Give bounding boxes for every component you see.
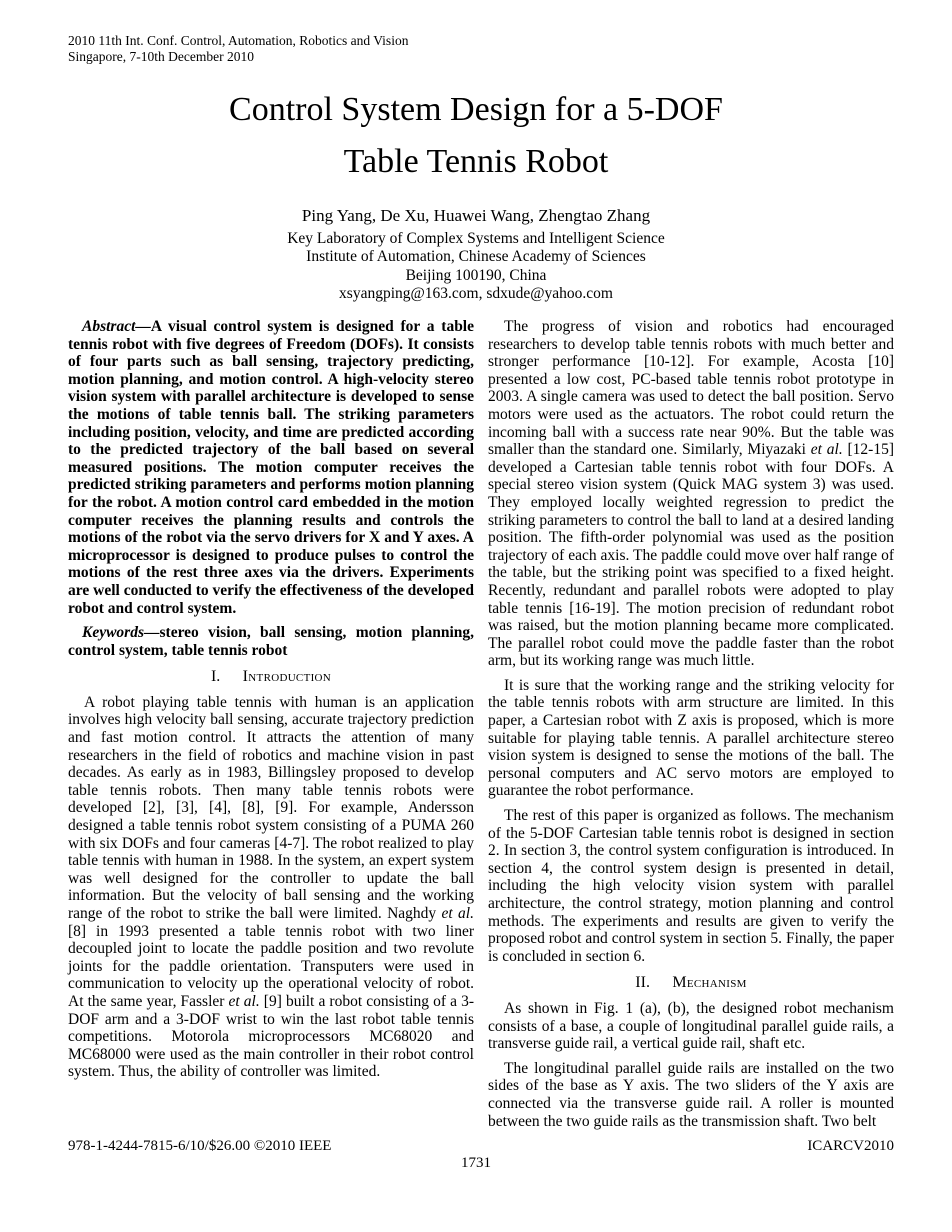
- author-names: Ping Yang, De Xu, Huawei Wang, Zhengtao Zhang: [301, 206, 651, 225]
- proposal-paragraph: It is sure that the working range and the striking velocity for the table tennis robots with arm structure are limited. In this paper, a Cartesian robot with Z axis is proposed, which is more suitable for playing table tennis. A parallel architecture stereo vision system is designed to sense the motions of the ball. The personal computers and AC servo motors are employed to guarantee the robot performance.: [488, 676, 894, 800]
- section-heading-introduction: [68, 668, 474, 686]
- left-column: [68, 318, 474, 1137]
- two-column-body: [68, 318, 894, 1137]
- copyright-notice: 978-1-4244-7815-6/10/$26.00 ©2010 IEEE: [68, 1138, 332, 1154]
- conference-acronym: ICARCV2010: [807, 1138, 894, 1154]
- related-work-paragraph: The progress of vision and robotics had encouraged researchers to develop table tennis robots with much better and stronger performance [10-12]. For example, Acosta [10] presented a low cost, PC-based table tennis robot prototype in 2003. A single camera was used to detect the ball position. Servo motors were used as the actuators. The robot could return the incoming ball with a success rate near 90%. But the table was smaller than the standard one. Similarly, Miyazaki et al. [12-15] developed a Cartesian table tennis robot with four DOFs. A special stereo vision system (Quick MAG system 3) was used. They employed locally weighted regression to predict the striking parameters to control the ball to land at a desired landing position. The fifth-order polynomial was used as the position trajectory of each axis. The paddle could move over half range of the table, but the striking point was specified to a fixed height. Recently, redundant and parallel robots were adopted to play table tennis [16-19]. The motion precision of redundant robot was raised, but the motion planning became more complicated. The parallel robot could move the paddle faster than the robot arm, but its working range was much little.: [488, 318, 894, 670]
- section-title: Introduction: [242, 668, 332, 686]
- page-number: 1731: [461, 1155, 491, 1171]
- section-heading-mechanism: [488, 974, 894, 992]
- keywords-paragraph: [68, 624, 474, 659]
- paper-title-line1: Control System Design for a 5-DOF: [229, 91, 723, 128]
- affiliation-lab: Key Laboratory of Complex Systems and Intelligent Science: [287, 230, 665, 247]
- paper-organization-paragraph: The rest of this paper is organized as follows. The mechanism of the 5-DOF Cartesian table tennis robot is designed in section 2. In section 3, the control system configuration is introduced. In section 4, the control system design is presented in detail, including the high velocity vision system with parallel architecture, the control strategy, motion planning and control methods. The experiments and results are given to verify the proposed robot and control system in section 5. Finally, the paper is concluded in section 6.: [488, 807, 894, 965]
- keywords-text: stereo vision, ball sensing, motion planning, control system, table tennis robot: [68, 624, 474, 659]
- section-number: II.: [635, 974, 650, 992]
- section-title: Mechanism: [672, 974, 747, 992]
- affiliation: [0, 230, 952, 304]
- paper-title: [0, 84, 952, 188]
- keywords-label: Keywords—: [82, 624, 160, 642]
- abstract-paragraph: [68, 318, 474, 617]
- abstract-text: A visual control system is designed for a table tennis robot with five degrees of Freedom (DOFs). It consists of four parts such as ball sensing, trajectory predicting, motion planning, and motion control. A high-velocity stereo vision system with parallel architecture is developed to sense the motions of table tennis ball. The striking parameters including position, velocity, and time are predicted according to the predicted trajectory of the ball based on several measured positions. The motion computer receives the predicted striking parameters and performs motion planning for the robot. A motion control card embedded in the motion computer receives the planning results and controls the motions of the robot via the servo drivers for X and Y axes. A microprocessor is designed to produce pulses to control the motions of the rest three axes via the drivers. Experiments are well conducted to verify the effectiveness of the developed robot and control system.: [68, 318, 474, 617]
- mechanism-paragraph-2: The longitudinal parallel guide rails are installed on the two sides of the base as Y axis. The two sliders of the Y axis are connected via the transverse guide rail. A roller is mounted between the two guide rails as the transmission shaft. Two belt: [488, 1059, 894, 1130]
- conference-name: 2010 11th Int. Conf. Control, Automation, Robotics and Vision: [68, 33, 409, 48]
- abstract-label: Abstract—: [82, 318, 151, 335]
- affiliation-city: Beijing 100190, China: [405, 266, 547, 284]
- author-emails: xsyangping@163.com, sdxude@yahoo.com: [339, 285, 613, 303]
- conference-location-date: Singapore, 7-10th December 2010: [68, 49, 254, 64]
- author-block: [0, 205, 952, 304]
- section-number: I.: [210, 668, 221, 686]
- right-column: [488, 318, 894, 1137]
- mechanism-paragraph-1: As shown in Fig. 1 (a), (b), the designed robot mechanism consists of a base, a couple of longitudinal parallel guide rails, a transverse guide rail, a vertical guide rail, shaft etc.: [488, 999, 894, 1053]
- page-footer: [68, 1138, 894, 1155]
- affiliation-institute: Institute of Automation, Chinese Academy of Sciences: [306, 248, 646, 266]
- conference-header: [68, 33, 408, 65]
- paper-title-line2: Table Tennis Robot: [343, 143, 609, 180]
- introduction-paragraph: A robot playing table tennis with human is an application involves high velocity ball sensing, accurate trajectory prediction and fast motion control. It attracts the attention of many researchers in the field of robotics and machine vision in past decades. As early as in 1983, Billingsley proposed to develop table tennis robots. Then many table tennis robots were developed [2], [3], [4], [8], [9]. For example, Andersson designed a table tennis robot system consisting of a PUMA 260 with six DOFs and four cameras [4-7]. The robot realized to play table tennis with human in 1988. In the system, an expert system was well designed for the controller to update the ball information. But the velocity of ball sensing and the working range of the robot to strike the ball were limited. Naghdy et al. [8] in 1993 presented a table tennis robot with two liner decoupled joint to locate the paddle position and two revolute joints for the paddle orientation. Transputers were used in communication to velocity up the operational velocity of robot. At the same year, Fassler et al. [9] built a robot consisting of a 3-DOF arm and a 3-DOF wrist to win the last robot table tennis competitions. Motorola microprocessors MC68020 and MC68000 were used as the main controller in their robot control system. Thus, the ability of controller was limited.: [68, 693, 474, 1081]
